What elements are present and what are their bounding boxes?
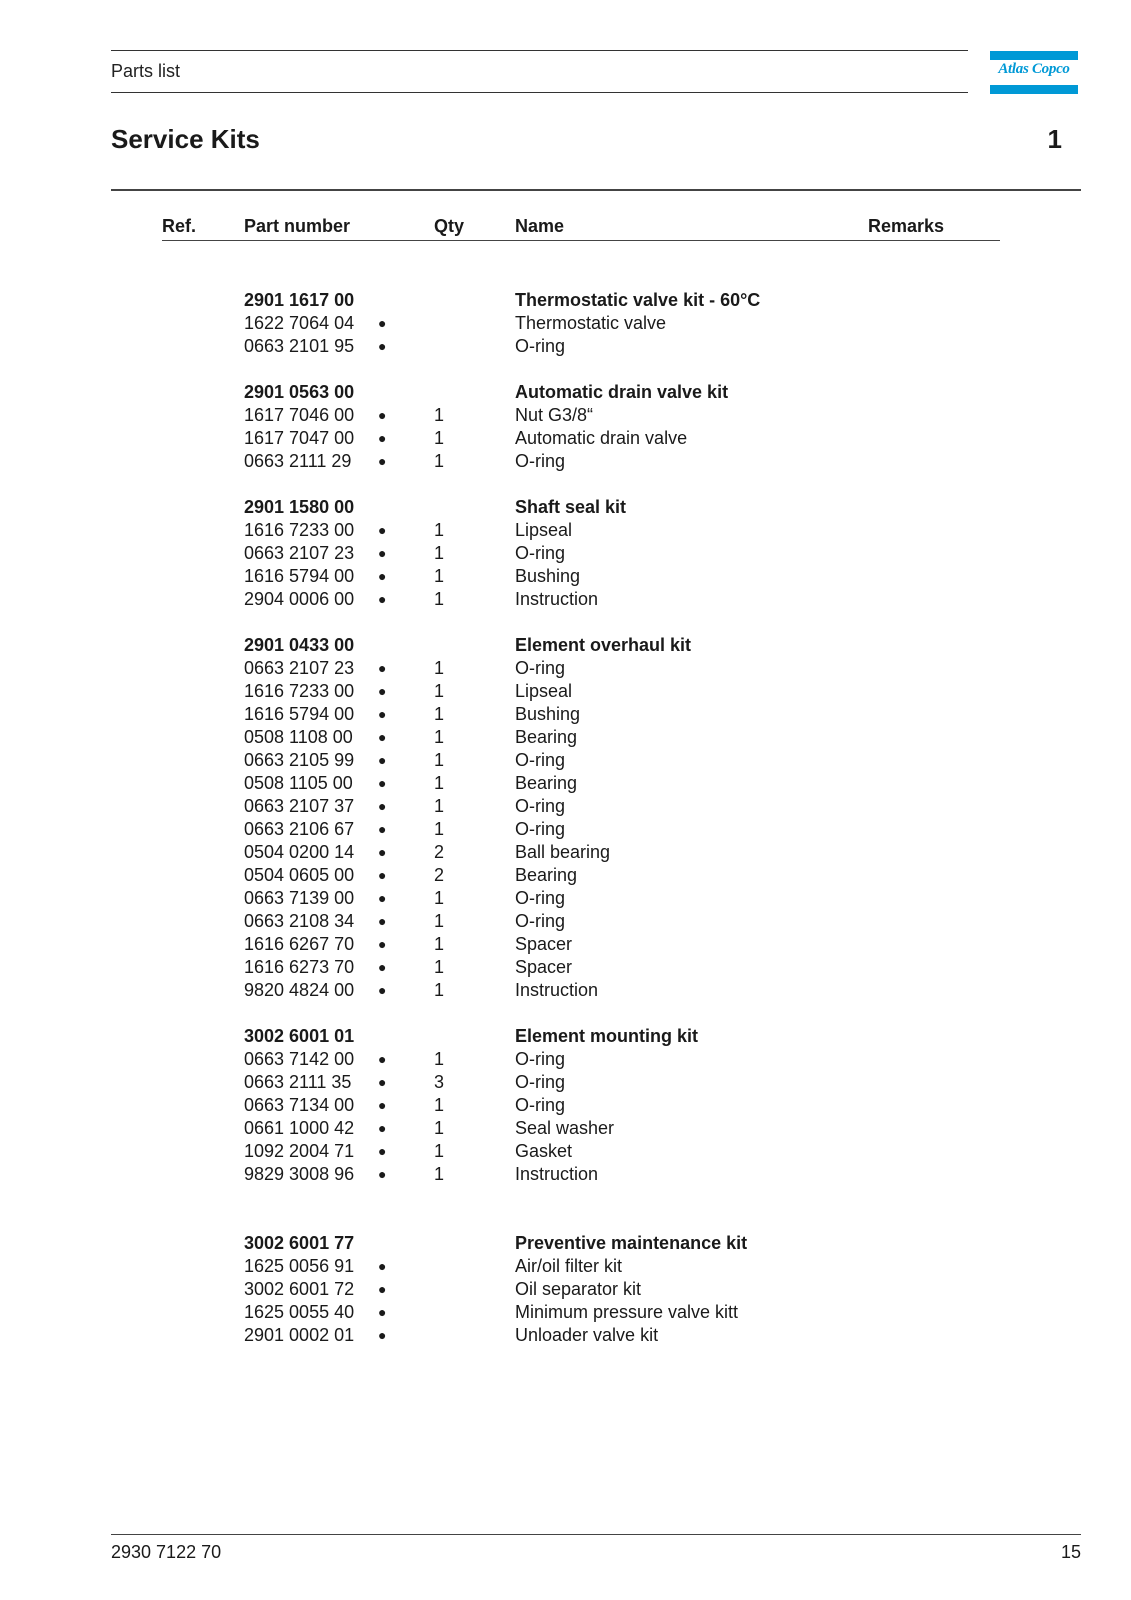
- bullet-icon: ●: [378, 821, 387, 837]
- part-number: 0663 2108 34: [244, 911, 355, 931]
- part-name: O-ring: [515, 336, 566, 356]
- kit-part-number: 2901 0433 00: [244, 635, 355, 655]
- part-name: Bearing: [515, 773, 578, 793]
- part-qty: 1: [434, 1118, 445, 1138]
- part-qty: 1: [434, 1049, 445, 1069]
- part-name: O-ring: [515, 819, 566, 839]
- bullet-icon: ●: [378, 1120, 387, 1136]
- part-row: [0, 1140, 1131, 1163]
- part-name: O-ring: [515, 750, 566, 770]
- page-title: Service Kits: [111, 124, 260, 154]
- part-name: Gasket: [515, 1141, 573, 1161]
- part-number: 0663 2106 67: [244, 819, 355, 839]
- kit-name: Thermostatic valve kit - 60°C: [515, 290, 761, 310]
- part-qty: 1: [434, 773, 445, 793]
- part-qty: 1: [434, 405, 445, 425]
- bullet-icon: ●: [378, 936, 387, 952]
- part-name: Instruction: [515, 589, 599, 609]
- kit-name: Shaft seal kit: [515, 497, 627, 517]
- part-qty: 1: [434, 681, 445, 701]
- footer-rule: [111, 1534, 1081, 1535]
- part-number: 2904 0006 00: [244, 589, 355, 609]
- part-number: 1617 7047 00: [244, 428, 355, 448]
- part-name: Spacer: [515, 957, 573, 977]
- kit-name: Automatic drain valve kit: [515, 382, 729, 402]
- bullet-icon: ●: [378, 430, 387, 446]
- part-number: 1616 7233 00: [244, 520, 355, 540]
- bullet-icon: ●: [378, 660, 387, 676]
- logo-text: Atlas Copco: [998, 61, 1070, 77]
- section-number: 1: [1047, 124, 1062, 154]
- column-header-name: Name: [515, 216, 565, 236]
- bullet-icon: ●: [378, 1258, 387, 1274]
- bullet-icon: ●: [378, 545, 387, 561]
- kit-block: [0, 634, 1131, 1002]
- part-row: [0, 818, 1131, 841]
- bullet-icon: ●: [378, 1327, 387, 1343]
- kit-block: [0, 1025, 1131, 1186]
- part-row: [0, 910, 1131, 933]
- kit-header-row: [0, 634, 1131, 657]
- column-header-part-number: Part number: [244, 216, 351, 236]
- bullet-icon: ●: [378, 982, 387, 998]
- part-row: [0, 979, 1131, 1002]
- part-name: Thermostatic valve: [515, 313, 667, 333]
- bullet-icon: ●: [378, 1304, 387, 1320]
- bullet-icon: ●: [378, 568, 387, 584]
- part-number: 0661 1000 42: [244, 1118, 355, 1138]
- part-row: [0, 795, 1131, 818]
- part-number: 1616 5794 00: [244, 704, 355, 724]
- part-number: 9820 4824 00: [244, 980, 355, 1000]
- part-number: 0663 7142 00: [244, 1049, 355, 1069]
- column-header-ref: Ref.: [162, 216, 197, 236]
- bullet-icon: ●: [378, 729, 387, 745]
- bullet-icon: ●: [378, 844, 387, 860]
- bullet-icon: ●: [378, 1074, 387, 1090]
- part-row: [0, 703, 1131, 726]
- kit-header-row: [0, 289, 1131, 312]
- logo-top-bar: [990, 51, 1078, 60]
- part-row: [0, 1071, 1131, 1094]
- header-top-rule: [111, 50, 968, 51]
- part-number: 1092 2004 71: [244, 1141, 355, 1161]
- part-row: [0, 427, 1131, 450]
- part-number: 1616 6267 70: [244, 934, 355, 954]
- part-qty: 1: [434, 911, 445, 931]
- bullet-icon: ●: [378, 522, 387, 538]
- kit-header-row: [0, 381, 1131, 404]
- part-number: 1616 6273 70: [244, 957, 355, 977]
- bullet-icon: ●: [378, 407, 387, 423]
- part-qty: 1: [434, 658, 445, 678]
- column-header-qty: Qty: [434, 216, 465, 236]
- part-qty: 1: [434, 796, 445, 816]
- part-number: 0663 2111 35: [244, 1072, 352, 1092]
- part-row: [0, 565, 1131, 588]
- header-title: Parts list: [111, 61, 181, 81]
- part-row: [0, 588, 1131, 611]
- part-qty: 1: [434, 1095, 445, 1115]
- part-name: O-ring: [515, 911, 566, 931]
- kit-list: [0, 266, 1131, 1347]
- part-row: [0, 542, 1131, 565]
- part-name: Bushing: [515, 704, 581, 724]
- bullet-icon: ●: [378, 913, 387, 929]
- kit-part-number: 2901 0563 00: [244, 382, 355, 402]
- part-qty: 1: [434, 957, 445, 977]
- part-row: [0, 1278, 1131, 1301]
- part-name: O-ring: [515, 451, 566, 471]
- part-qty: 1: [434, 704, 445, 724]
- part-name: Automatic drain valve: [515, 428, 688, 448]
- part-name: O-ring: [515, 1095, 566, 1115]
- part-number: 0504 0605 00: [244, 865, 355, 885]
- part-number: 0508 1108 00: [244, 727, 353, 747]
- part-qty: 1: [434, 451, 445, 471]
- bullet-icon: ●: [378, 338, 387, 354]
- part-row: [0, 864, 1131, 887]
- column-header-rule: [162, 240, 1000, 241]
- part-number: 3002 6001 72: [244, 1279, 355, 1299]
- part-row: [0, 680, 1131, 703]
- kit-name: Element overhaul kit: [515, 635, 692, 655]
- bullet-icon: ●: [378, 752, 387, 768]
- kit-block: [0, 1232, 1131, 1347]
- part-qty: 1: [434, 727, 445, 747]
- part-qty: 1: [434, 888, 445, 908]
- atlas-copco-logo: [990, 51, 1078, 94]
- title-rule: [111, 189, 1081, 191]
- part-row: [0, 450, 1131, 473]
- bullet-icon: ●: [378, 453, 387, 469]
- part-number: 1616 5794 00: [244, 566, 355, 586]
- part-row: [0, 1163, 1131, 1186]
- part-qty: 1: [434, 980, 445, 1000]
- bullet-icon: ●: [378, 591, 387, 607]
- part-number: 0508 1105 00: [244, 773, 353, 793]
- part-row: [0, 772, 1131, 795]
- part-number: 1616 7233 00: [244, 681, 355, 701]
- kit-block: [0, 289, 1131, 358]
- part-number: 1617 7046 00: [244, 405, 355, 425]
- part-row: [0, 933, 1131, 956]
- kit-block: [0, 381, 1131, 473]
- part-row: [0, 726, 1131, 749]
- bullet-icon: ●: [378, 775, 387, 791]
- part-number: 0663 2107 37: [244, 796, 355, 816]
- part-name: O-ring: [515, 658, 566, 678]
- part-row: [0, 887, 1131, 910]
- part-number: 0663 2111 29: [244, 451, 352, 471]
- part-name: Ball bearing: [515, 842, 611, 862]
- part-name: Oil separator kit: [515, 1279, 642, 1299]
- part-name: Bushing: [515, 566, 581, 586]
- bullet-icon: ●: [378, 1281, 387, 1297]
- part-row: [0, 1301, 1131, 1324]
- part-number: 9829 3008 96: [244, 1164, 355, 1184]
- bullet-icon: ●: [378, 1051, 387, 1067]
- part-name: O-ring: [515, 1049, 566, 1069]
- part-name: Spacer: [515, 934, 573, 954]
- part-number: 0663 2105 99: [244, 750, 355, 770]
- bullet-icon: ●: [378, 1143, 387, 1159]
- part-name: O-ring: [515, 543, 566, 563]
- part-qty: 1: [434, 566, 445, 586]
- part-number: 0663 7139 00: [244, 888, 355, 908]
- part-name: O-ring: [515, 888, 566, 908]
- kit-part-number: 2901 1617 00: [244, 290, 355, 310]
- header-bottom-rule: [111, 92, 968, 93]
- part-row: [0, 1094, 1131, 1117]
- part-name: Air/oil filter kit: [515, 1256, 623, 1276]
- part-name: Nut G3/8“: [515, 405, 594, 425]
- part-name: Instruction: [515, 980, 599, 1000]
- bullet-icon: ●: [378, 959, 387, 975]
- part-qty: 1: [434, 750, 445, 770]
- bullet-icon: ●: [378, 1097, 387, 1113]
- part-qty: 2: [434, 865, 445, 885]
- kit-part-number: 3002 6001 77: [244, 1233, 355, 1253]
- kit-block: [0, 496, 1131, 611]
- part-qty: 1: [434, 520, 445, 540]
- part-row: [0, 956, 1131, 979]
- part-qty: 1: [434, 1141, 445, 1161]
- part-row: [0, 335, 1131, 358]
- kit-header-row: [0, 1025, 1131, 1048]
- part-row: [0, 657, 1131, 680]
- part-name: Instruction: [515, 1164, 599, 1184]
- kit-name: Element mounting kit: [515, 1026, 699, 1046]
- part-name: O-ring: [515, 796, 566, 816]
- column-header-remarks: Remarks: [868, 216, 945, 236]
- kit-name: Preventive maintenance kit: [515, 1233, 748, 1253]
- part-name: Minimum pressure valve kitt: [515, 1302, 739, 1322]
- part-name: Unloader valve kit: [515, 1325, 659, 1345]
- part-row: [0, 749, 1131, 772]
- part-qty: 1: [434, 1164, 445, 1184]
- page-number: 15: [1060, 1542, 1081, 1562]
- part-name: Lipseal: [515, 520, 573, 540]
- bullet-icon: ●: [378, 798, 387, 814]
- kit-header-row: [0, 496, 1131, 519]
- part-name: Seal washer: [515, 1118, 615, 1138]
- part-number: 0663 2107 23: [244, 543, 355, 563]
- part-row: [0, 1117, 1131, 1140]
- part-qty: 1: [434, 428, 445, 448]
- part-row: [0, 1255, 1131, 1278]
- part-number: 0504 0200 14: [244, 842, 355, 862]
- part-row: [0, 312, 1131, 335]
- bullet-icon: ●: [378, 683, 387, 699]
- part-name: Bearing: [515, 727, 578, 747]
- part-number: 1622 7064 04: [244, 313, 355, 333]
- part-row: [0, 519, 1131, 542]
- part-number: 0663 7134 00: [244, 1095, 355, 1115]
- part-row: [0, 404, 1131, 427]
- part-qty: 1: [434, 543, 445, 563]
- part-number: 2901 0002 01: [244, 1325, 355, 1345]
- part-number: 0663 2101 95: [244, 336, 355, 356]
- part-qty: 1: [434, 819, 445, 839]
- part-row: [0, 1324, 1131, 1347]
- bullet-icon: ●: [378, 867, 387, 883]
- part-number: 0663 2107 23: [244, 658, 355, 678]
- part-qty: 1: [434, 589, 445, 609]
- bullet-icon: ●: [378, 1166, 387, 1182]
- part-number: 1625 0056 91: [244, 1256, 355, 1276]
- logo-bottom-bar: [990, 85, 1078, 94]
- bullet-icon: ●: [378, 706, 387, 722]
- part-row: [0, 1048, 1131, 1071]
- part-name: O-ring: [515, 1072, 566, 1092]
- part-qty: 1: [434, 934, 445, 954]
- bullet-icon: ●: [378, 890, 387, 906]
- kit-part-number: 3002 6001 01: [244, 1026, 355, 1046]
- kit-header-row: [0, 1232, 1131, 1255]
- part-name: Bearing: [515, 865, 578, 885]
- part-qty: 3: [434, 1072, 445, 1092]
- part-qty: 2: [434, 842, 445, 862]
- document-number: 2930 7122 70: [111, 1542, 222, 1562]
- part-row: [0, 841, 1131, 864]
- part-name: Lipseal: [515, 681, 573, 701]
- bullet-icon: ●: [378, 315, 387, 331]
- kit-part-number: 2901 1580 00: [244, 497, 355, 517]
- part-number: 1625 0055 40: [244, 1302, 355, 1322]
